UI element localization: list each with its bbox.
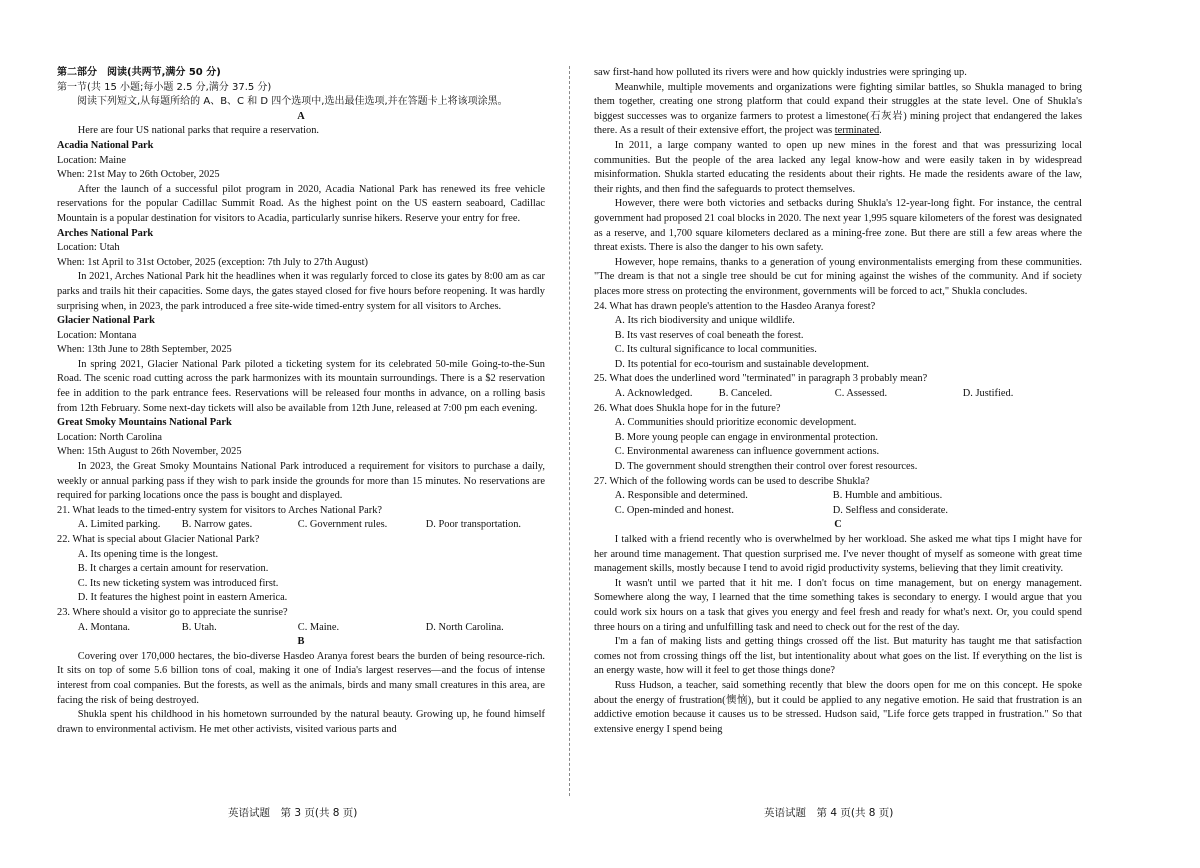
option: C. Open-minded and honest.	[614, 504, 734, 516]
option: A. Communities should prioritize economic development.	[614, 417, 857, 429]
passage-b-paragraph: In 2011, a large company wanted to open up new mines in the forest and that was pressurizing local communities. But the people of the area lacked any legal know-how and were easily taken in by widespread misinformation. Shukla started educating the residents about their rights. He made the residents aware of the law, their rights, and then find the safeguards to protect themselves.	[594, 139, 1082, 195]
option: D. The government should strengthen their control over forest resources.	[614, 461, 918, 473]
option: C. Environmental awareness can influence government actions.	[614, 446, 880, 458]
passage-a-intro: Here are four US national parks that require a reservation.	[77, 125, 319, 137]
passage-c-paragraph: Russ Hudson, a teacher, said something recently that blew the doors open for me on this concept. He spoke about the energy of frustration(懊恼), but it could be applied to any negative emotion. He said that frustration is an addictive emotion because it causes us to be stressed. Hudson said, "Life force gets trapped in frustration." So that extensive energy I spend being	[594, 679, 1082, 735]
passage-a-letter: A	[297, 110, 305, 122]
park-text: After the launch of a successful pilot program in 2020, Acadia National Park has renewed its free vehicle reservations for the popular Cadillac Summit Road. As the highest point on the US eastern seaboard, Cadillac Mountain is a popular destination for visitors to Acadia, particularly sunrise hikers. Reserve your entry for free.	[57, 183, 545, 224]
page-footer-right: 英语试题 第 4 页(共 8 页)	[764, 807, 894, 819]
question-22: 22. What is special about Glacier National Park?	[57, 534, 260, 545]
park-text: In 2021, Arches National Park hit the headlines when it was regularly forced to close its gates by 8:00 am as car parks and trails hit their capacities. Some days, the gates stayed closed for five hours before reopening. It was hardly surprising when, in 2023, the park introduced a free site-wide timed-entry system for all visitors to Arches.	[57, 271, 545, 312]
passage-c-paragraph: I talked with a friend recently who is overwhelmed by her workload. She asked me what tips I might have for her around time management. That question surprised me. I've never thought of myself as someone with great time management skills, mostly because I tend to avoid rigid productivity systems, believing that they limit creativity.	[594, 534, 1082, 575]
left-column	[57, 66, 545, 737]
passage-c-paragraph: It wasn't until we parted that it hit me. I don't focus on time management, but on energy management. Somewhere along the way, I learned that the time something takes is secondary to energy. I would argue that you could work six hours on a task that gives you energy and feel fresh and ready for what's next. Or, you could spend three hours on a tiring and unfulfilling task and need to check out for the rest of the day.	[594, 577, 1082, 633]
question-23: 23. Where should a visitor go to appreciate the sunrise?	[57, 606, 288, 618]
question-25: 25. What does the underlined word "terminated" in paragraph 3 probably mean?	[594, 373, 928, 385]
option: D. Poor transportation.	[425, 519, 522, 531]
park-location: Location: Maine	[57, 154, 126, 166]
passage-c-letter: C	[834, 519, 842, 531]
passage-b-paragraph-3	[594, 81, 1082, 139]
option: A. Montana.	[77, 621, 131, 633]
park-name: Acadia National Park	[57, 139, 154, 151]
passage-b-letter: B	[297, 636, 305, 648]
question-26: 26. What does Shukla hope for in the future?	[594, 402, 781, 414]
right-column	[594, 66, 1082, 737]
option: B. It charges a certain amount for reservation.	[77, 563, 269, 575]
park-when: When: 13th June to 28th September, 2025	[57, 344, 232, 356]
park-when: When: 21st May to 26th October, 2025	[57, 169, 220, 181]
passage-c-paragraph: I'm a fan of making lists and getting things crossed off the list. But maturity has taught me that satisfaction comes not from crossing things off the list, but intentionality about what goes on the list. If everything on the list is an energy waste, how will it feel to get those things done?	[594, 636, 1082, 677]
passage-b-paragraph: Shukla spent his childhood in his hometown surrounded by the natural beauty. Growing up, he found himself drawn to environmental activism. He met other activists, visited various parts and	[57, 709, 545, 735]
park-when: When: 15th August to 26th November, 2025	[57, 446, 242, 458]
question-24: 24. What has drawn people's attention to the Hasdeo Aranya forest?	[594, 300, 876, 312]
option: B. Humble and ambitious.	[832, 490, 943, 502]
park-name: Great Smoky Mountains National Park	[57, 417, 232, 429]
paragraph-text: Meanwhile, multiple movements and organizations were fighting similar battles, so Shukla managed to bring them together, creating one strong platform that could expand their struggles at the state level. One of Shukla's biggest successes was to organize farmers to protest a limestone(石灰岩) mining project that endangered the lakes there. As a result of their extensive effort, the project was	[594, 81, 1082, 137]
option: B. Narrow gates.	[181, 519, 253, 531]
option: B. Its vast reserves of coal beneath the forest.	[614, 329, 804, 341]
page-footer-left: 英语试题 第 3 页(共 8 页)	[228, 807, 358, 819]
park-location: Location: North Carolina	[57, 431, 163, 443]
option: C. Its cultural significance to local communities.	[614, 344, 817, 356]
passage-b-continuation: saw first-hand how polluted its rivers were and how quickly industries were springing up.	[594, 67, 967, 78]
question-21: 21. What leads to the timed-entry system for visitors to Arches National Park?	[57, 504, 383, 516]
question-27-options-row-2	[615, 504, 1082, 519]
option: B. Utah.	[181, 621, 217, 633]
option: B. Canceled.	[718, 388, 773, 400]
instructions: 阅读下列短文,从每题所给的 A、B、C 和 D 四个选项中,选出最佳选项,并在答题卡上将该项涂黑。	[77, 96, 508, 108]
passage-b-paragraph: However, there were both victories and setbacks during Shukla's 12-year-long fight. For instance, the central government had proposed 21 coal blocks in 2020. The next year 1,995 square kilometers of the forest was designated as a reserve, and 1,700 square kilometers declared as a mining-free zone. But there are still a few areas where the threat exists. There is also the danger to his own safety.	[594, 198, 1082, 254]
passage-b-paragraph: However, hope remains, thanks to a generation of young environmentalists emerging from these communities. "The dream is that not a single tree should be cut for mining against the wishes of the community. And if society places more stress on protecting the environment, governments will be forced to act," Shukla concludes.	[594, 256, 1082, 297]
park-name: Arches National Park	[57, 227, 154, 239]
option: A. Its rich biodiversity and unique wildlife.	[614, 315, 795, 327]
park-text: In spring 2021, Glacier National Park piloted a ticketing system for its celebrated 50-mile Going-to-the-Sun Road. The scenic road cutting across the park harmonizes with its mountain surroundings. There is a $2 reservation fee in addition to the park entrance fees. Reservations will be released four months in advance, on a rolling basis from 12th February. Some next-day tickets will also be available from 12th June, released at 7:00 pm each evening.	[57, 358, 545, 414]
option: A. Its opening time is the longest.	[77, 548, 219, 560]
option: A. Acknowledged.	[614, 388, 693, 400]
park-location: Location: Utah	[57, 242, 120, 254]
option: D. Its potential for eco-tourism and sustainable development.	[614, 358, 870, 370]
park-text: In 2023, the Great Smoky Mountains National Park introduced a requirement for visitors to purchase a daily, weekly or annual parking pass if they wish to park inside the grounds for more than 15 minutes. No reservations are required for parking locations once the pass is bought and displayed.	[57, 461, 545, 502]
section-heading: 第一节(共 15 小题;每小题 2.5 分,满分 37.5 分)	[57, 81, 272, 93]
option: C. Maine.	[297, 621, 340, 633]
question-23-options	[78, 621, 545, 636]
underlined-word: terminated	[834, 125, 880, 137]
option: C. Its new ticketing system was introduced first.	[77, 577, 279, 589]
part-heading: 第二部分 阅读(共两节,满分 50 分)	[57, 67, 221, 78]
option: B. More young people can engage in environmental protection.	[614, 431, 878, 443]
option: D. Selfless and considerate.	[832, 504, 948, 516]
option: D. It features the highest point in eastern America.	[77, 592, 288, 604]
option: C. Assessed.	[834, 388, 888, 400]
park-location: Location: Montana	[57, 329, 137, 341]
paragraph-text: .	[879, 125, 882, 137]
option: C. Government rules.	[297, 519, 388, 531]
column-divider	[569, 66, 570, 796]
question-21-options	[78, 518, 545, 533]
option: A. Responsible and determined.	[614, 490, 748, 502]
option: A. Limited parking.	[77, 519, 161, 531]
park-when: When: 1st April to 31st October, 2025 (exception: 7th July to 27th August)	[57, 256, 368, 268]
question-27: 27. Which of the following words can be used to describe Shukla?	[594, 475, 870, 487]
option: D. North Carolina.	[425, 621, 504, 633]
passage-b-paragraph: Covering over 170,000 hectares, the bio-diverse Hasdeo Aranya forest bears the burden of being resource-rich. It sits on top of some 5.6 billion tons of coal, making it one of India's largest reserves—and the focus of intense interest from coal companies. But the forests, as well as the animals, birds and many small creatures in this area, are facing the risk of being destroyed.	[57, 650, 545, 706]
option: D. Justified.	[962, 388, 1014, 400]
question-27-options-row-1	[615, 489, 1082, 504]
park-name: Glacier National Park	[57, 315, 155, 327]
question-25-options	[615, 387, 1082, 402]
